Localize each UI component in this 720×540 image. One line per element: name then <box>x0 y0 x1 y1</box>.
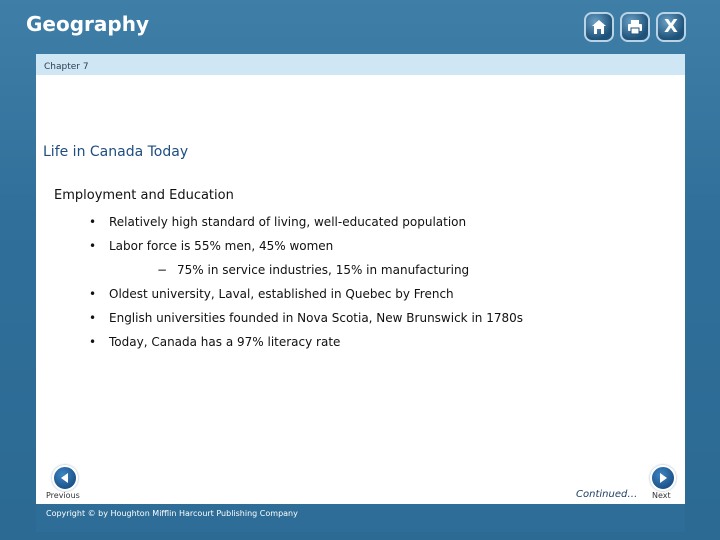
bullet-text: Relatively high standard of living, well-educated population <box>109 215 467 229</box>
continued-label: Continued… <box>576 489 638 500</box>
bullet-list <box>89 212 523 356</box>
bullet-marker: • <box>89 335 97 349</box>
list-subitem <box>89 260 523 284</box>
home-icon <box>590 18 608 36</box>
previous-label[interactable]: Previous <box>46 491 80 500</box>
next-label[interactable]: Next <box>652 491 671 500</box>
bullet-marker: − <box>157 263 168 277</box>
chapter-label: Chapter 7 <box>44 62 89 72</box>
bullet-text: Labor force is 55% men, 45% women <box>109 239 334 253</box>
bullet-text: English universities founded in Nova Scotia, New Brunswick in 1780s <box>109 311 523 325</box>
next-button[interactable] <box>650 465 676 491</box>
print-icon <box>626 18 644 36</box>
bullet-text: 75% in service industries, 15% in manufacturing <box>177 263 470 277</box>
list-item <box>89 236 523 260</box>
toolbar <box>584 12 686 42</box>
arrow-left-icon <box>59 472 71 484</box>
app-title: Geography <box>26 12 149 36</box>
bullet-marker: • <box>89 215 97 229</box>
chapter-bar <box>36 54 685 75</box>
print-button[interactable] <box>620 12 650 42</box>
slide-title: Life in Canada Today <box>43 144 189 160</box>
bullet-marker: • <box>89 311 97 325</box>
close-icon: X <box>664 16 678 37</box>
close-button[interactable] <box>656 12 686 42</box>
home-button[interactable] <box>584 12 614 42</box>
list-item <box>89 332 523 356</box>
copyright-text: Copyright © by Houghton Mifflin Harcourt Publishing Company <box>46 509 298 518</box>
bullet-text: Today, Canada has a 97% literacy rate <box>109 335 341 349</box>
list-item <box>89 308 523 332</box>
arrow-right-icon <box>657 472 669 484</box>
bullet-text: Oldest university, Laval, established in Quebec by French <box>109 287 454 301</box>
list-item <box>89 284 523 308</box>
bullet-marker: • <box>89 287 97 301</box>
list-item <box>89 212 523 236</box>
slide-panel <box>36 54 685 504</box>
previous-button[interactable] <box>52 465 78 491</box>
section-heading: Employment and Education <box>54 188 234 203</box>
bullet-marker: • <box>89 239 97 253</box>
